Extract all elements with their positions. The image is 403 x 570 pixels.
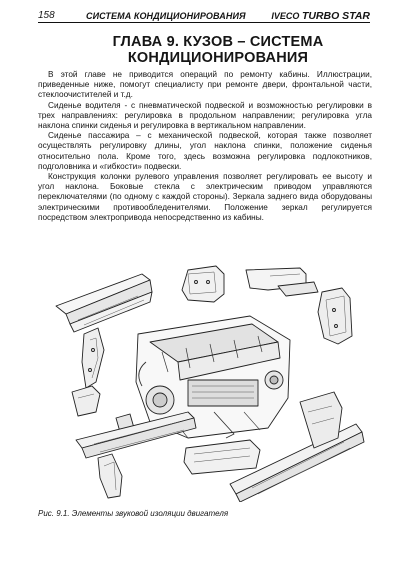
brand-model: TURBO STAR	[301, 10, 370, 22]
page-number: 158	[38, 10, 55, 21]
insulation-panel-top-left	[56, 274, 152, 332]
insulation-bracket-small	[72, 386, 134, 432]
chapter-title: ГЛАВА 9. КУЗОВ – СИСТЕМА КОНДИЦИОНИРОВАНИЯ	[112, 34, 324, 66]
insulation-rail-bottom-left	[76, 412, 196, 458]
brand-label	[271, 10, 370, 22]
figure-caption: Рис. 9.1. Элементы звуковой изоляции двигателя	[38, 509, 229, 518]
insulation-panel-top-center	[182, 266, 224, 302]
running-header	[38, 9, 370, 23]
brand-prefix: IVECO	[271, 11, 300, 21]
paragraph: Сиденье пассажира – с механической подвеской, которая также позволяет осуществлять регулировку длины, угол наклона спинки, положение сиденья относительно пола. Кроме того, здесь возможна регулировка подлокотников, подголовника и «гибкости» подвески.	[38, 131, 372, 171]
engine-insulation-figure	[38, 262, 370, 502]
body-text	[38, 70, 372, 223]
insulation-panel-left	[82, 328, 104, 388]
insulation-panel-top-right	[246, 268, 318, 296]
section-title: СИСТЕМА КОНДИЦИОНИРОВАНИЯ	[86, 11, 246, 21]
paragraph: Конструкция колонки рулевого управления позволяет регулировать ее высоту и угол наклона. Боковые стекла с электрическим приводом управляются переключателями (по одному с каждой стороны). Зеркала заднего вида оборудованы электрическими противообледенителями. Положение зеркал регулируется посредством электропривода непосредственно из кабины.	[38, 172, 372, 222]
paragraph: Сиденье водителя - с пневматической подвеской и возможностью регулировки в трех направлениях: регулировка в продольном направлении; регулировка угла наклона спинки сиденья и регулировка в вертикальном направлении.	[38, 100, 372, 131]
insulation-panel-bottom-center	[184, 440, 260, 474]
paragraph: В этой главе не приводится операций по ремонту кабины. Иллюстрации, приведенные ниже, помогут специалисту при ремонте двери, фронтальной части, стеклоочистителей и т.д.	[38, 70, 372, 100]
insulation-brace-bottom-left	[98, 454, 122, 498]
insulation-panel-right	[318, 288, 352, 344]
engine-sound-insulation-illustration	[38, 262, 370, 502]
